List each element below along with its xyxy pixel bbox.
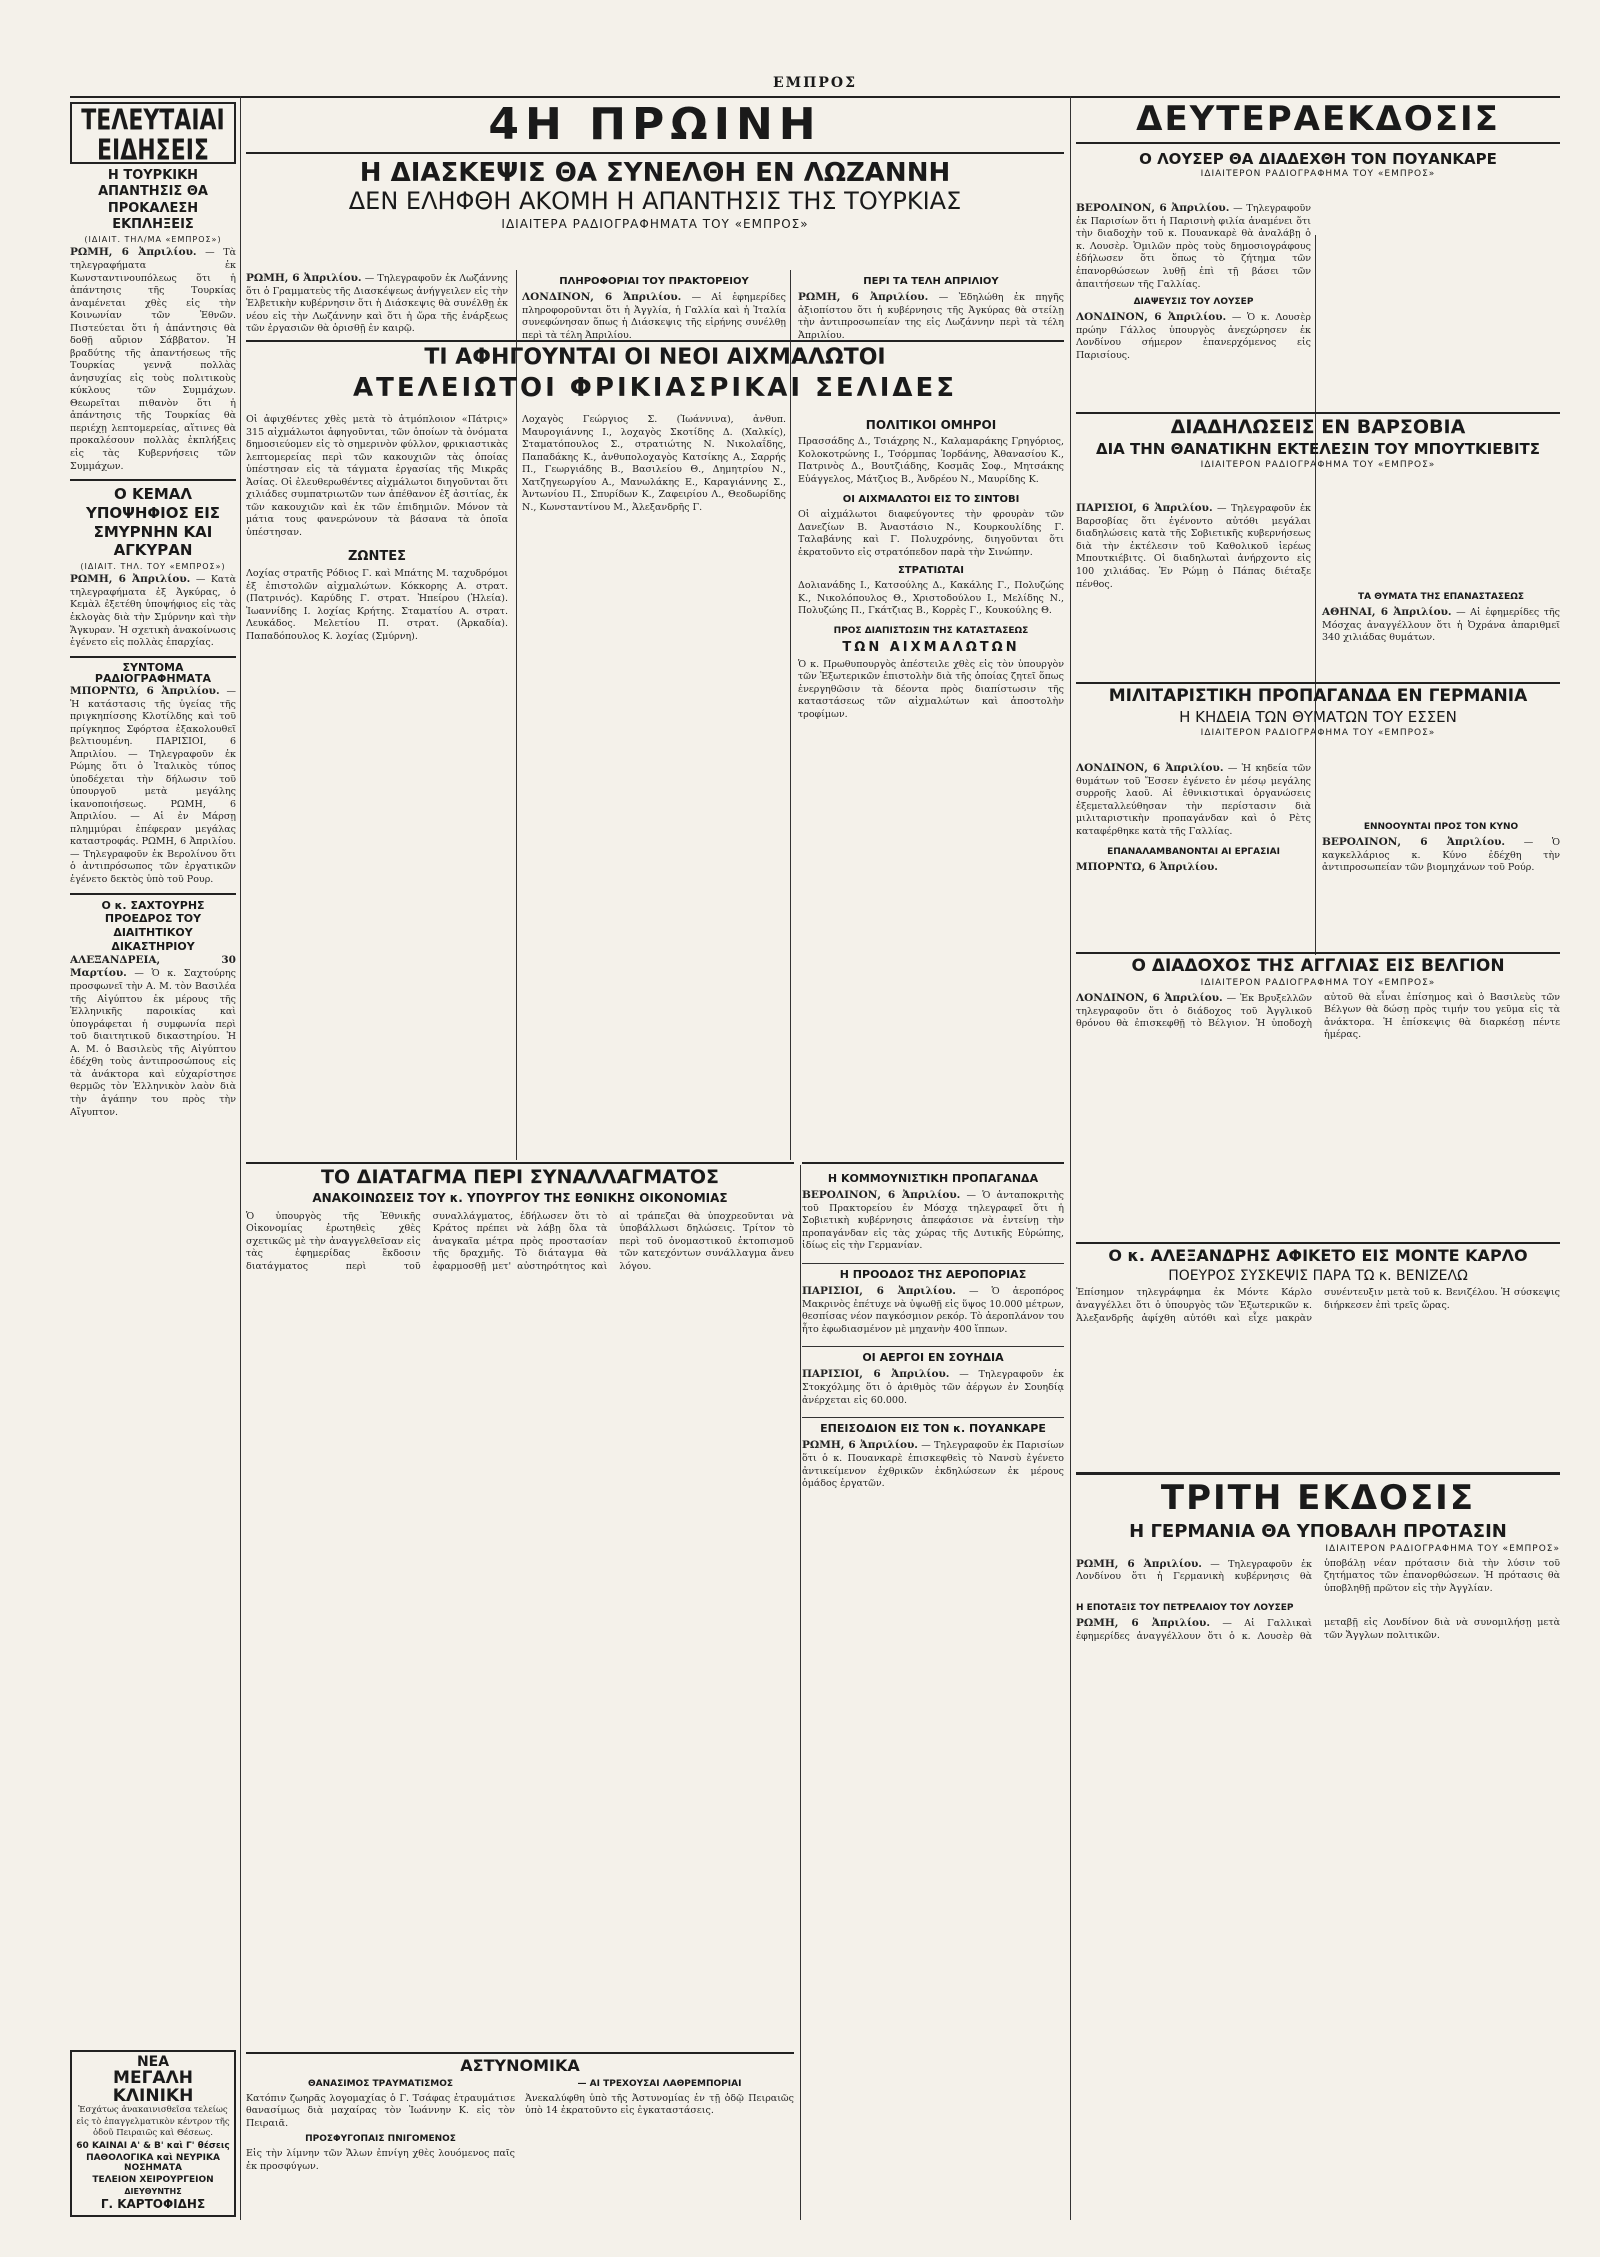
article-text: — Τηλεγραφοῦν ἐκ Λωζάννης ὅτι ὁ Γραμματεὺς τῆς Διασκέψεως ἀνήγγειλεν εἰς τὴν Ἑλβετικὴν κυβέρνησιν ὅτι ἡ Διάσκεψις θὰ συνέλθῃ ἐκ νέου εἰς τὴν Λωζάννην καὶ ὅτι ἡ ὥρα τῆς ἐνάρξεως τῶν ἐργασιῶν θὰ ὁρισθῇ ἐν καιρῷ. [246,273,508,335]
source-line: ΙΔΙΑΙΤΕΡΟΝ ΡΑΔΙΟΓΡΑΦΗΜΑ ΤΟΥ «ΕΜΠΡΟΣ» [1200,727,1436,738]
article-text: Οἱ ἀφιχθέντες χθὲς μετὰ τὸ ἀτμόπλοιον «Πάτρις» 315 αἰχμάλωτοι ἀφηγοῦνται, τῶν ὁποίων τὰ ὀνόματα δημοσιεύομεν εἰς τὸ σημερινὸν φύλλον, φρικιαστικὰς λεπτομερείας περὶ τῶν κακουχιῶν τὰς ὁποίας ὑπέστησαν εἰς τὰ τάγματα ἐργασίας τῆς Μικρᾶς Ἀσίας. Οἱ ἐλευθερωθέντες αἰχμάλωτοι διηγοῦνται ὅτι χιλιάδες συμπατριωτῶν των ἀπέθανον ἐξ ἀσιτίας, ἐκ τῶν κακουχιῶν καὶ ἐκ τῶν ἐπιδημιῶν. Μόνον τὰ μάτια τους φανερώνουν τὰ βάσανα τὰ ὁποῖα ὑπέστησαν. [246,414,508,538]
dateline: ΠΑΡΙΣΙΟΙ, 6 Ἀπριλίου. [802,1284,956,1297]
dateline: ΒΕΡΟΛΙΝΟΝ, 6 Ἀπριλίου. [802,1189,961,1201]
dateline: ΜΠΟΡΝΤΩ, 6 Ἀπριλίου. [1076,860,1218,873]
article-text: — Ἡ κατάστασις τῆς ὑγείας τῆς πριγκηπίσσης Κλοτίλδης καὶ τοῦ πρίγκηπος Σφόρτσα ἐξακολουθεῖ βελτιουμένη. ΠΑΡΙΣΙΟΙ, 6 Ἀπριλίου. — Τηλεγραφοῦν ἐκ Ρώμης ὅτι ὁ Ἰταλικὸς τύπος ὑποδέχεται τὴν δήλωσιν τοῦ ὑπουργοῦ μετὰ μεγάλης ἱκανοποιήσεως. ΡΩΜΗ, 6 Ἀπριλίου. — Αἱ ἐν Μάρσῃ πλημμύραι ἐπέφεραν μεγάλας καταστροφάς. ΡΩΜΗ, 6 Ἀπριλίου. — Τηλεγραφοῦν ἐκ Βερολίνου ὅτι ὁ ἀντιπρόσωπος τῶν ἐργατικῶν ἐγένετο δεκτὸς ὑπὸ τοῦ Ρουρ. [70,685,236,885]
subheadline: ΑΝΑΚΟΙΝΩΣΕΙΣ ΤΟΥ κ. ΥΠΟΥΡΓΟΥ ΤΗΣ ΕΘΝΙΚΗΣ ΟΙΚΟΝΟΜΙΑΣ [312,1190,728,1205]
headline: ΕΠΕΙΣΟΔΙΟΝ ΕΙΣ ΤΟΝ κ. ΠΟΥΑΝΚΑΡΕ [802,1417,1064,1435]
headline: ΖΩΝΤΕΣ [348,549,406,565]
headline: Ο ΚΕΜΑΛ ΥΠΟΨΗΦΙΟΣ ΕΙΣ ΣΜΥΡΝΗΝ ΚΑΙ ΑΓΚΥΡΑΝ [85,485,221,560]
dateline: ΡΩΜΗ, 6 Ἀπριλίου. [798,291,929,303]
source-line: (ΙΔΙΑΙΤ. ΤΗΛ/ΜΑ «ΕΜΠΡΟΣ») [84,235,222,245]
right-column [1076,102,1560,2220]
source-line: ΙΔΙΑΙΤΕΡΑ ΡΑΔΙΟΓΡΑΦΗΜΑΤΑ ΤΟΥ «ΕΜΠΡΟΣ» [501,216,809,231]
headline: ΜΙΛΙΤΑΡΙΣΤΙΚΗ ΠΡΟΠΑΓΑΝΔΑ ΕΝ ΓΕΡΜΑΝΙΑ [1108,686,1528,706]
dateline: ΛΟΝΔΙΝΟΝ, 6 Ἀπριλίου. [1076,311,1227,324]
edition-title: 4Η ΠΡΩΙΝΗ [246,102,1064,154]
subheadline: Η ΚΗΔΕΙΑ ΤΩΝ ΘΥΜΑΤΩΝ ΤΟΥ ΕΣΣΕΝ [1179,707,1457,726]
article-text: Ὁ κ. Πρωθυπουργὸς ἀπέστειλε χθὲς εἰς τὸν ὑπουργὸν τῶν Ἐξωτερικῶν ἐπιστολὴν διὰ τῆς ὁποίας ζητεῖ ὅπως ἐνεργηθῶσιν τὰ δέοντα πρὸς διαπίστωσιν τῆς καταστάσεως τῶν αἰχμαλώτων καὶ ἀποστολὴν τροφίμων. [798,658,1064,720]
source-line: ΙΔΙΑΙΤΕΡΟΝ ΡΑΔΙΟΓΡΑΦΗΜΑ ΤΟΥ «ΕΜΠΡΟΣ» [1325,1543,1560,1554]
article-text: — Τηλεγραφοῦν ἐκ Παρισίων ὅτι ὁ κ. Πουανκαρὲ ἐπισκεφθεὶς τὸ Νανσὺ ἐγένετο ἀντικείμενον ἐχθρικῶν ἐκδηλώσεων ἐκ μέρους ὁμάδος ἐργατῶν. [802,1440,1064,1490]
ad-label: ΝΕΑ [136,2054,170,2070]
dateline: ΛΟΝΔΙΝΟΝ, 6 Ἀπριλίου. [1076,762,1224,774]
article-text: — Ἐκ Βρυξελλῶν τηλεγραφοῦν ὅτι ὁ διάδοχος τοῦ Ἀγγλικοῦ θρόνου θὰ ἐπισκεφθῇ τὸ Βέλγιον. Ἡ ὑποδοχὴ αὐτοῦ θὰ εἶναι ἐπίσημος καὶ ὁ Βασιλεὺς τῶν Βέλγων θὰ δώσῃ πρὸς τιμήν του γεῦμα εἰς τὰ ἀνάκτορα. Ἡ ἐπίσκεψις θὰ διαρκέσῃ πέντε ἡμέρας. [1076,991,1560,1041]
headline: ΕΠΑΝΑΛΑΜΒΑΝΟΝΤΑΙ ΑΙ ΕΡΓΑΣΙΑΙ [1107,846,1280,857]
article-text: — Τηλεγραφοῦν ἐκ Παρισίων ὅτι ἡ Παρισινὴ φιλία ἀναμένει ὅτι τὴν διαδοχὴν τοῦ κ. Πουανκαρὲ θὰ ἀναλάβῃ ὁ κ. Λουσὲρ. Ὁμιλῶν πρὸς τοὺς δημοσιογράφους ἐδήλωσεν ὅτι ὅπως τὸ ζήτημα τῶν ἐπανορθώσεων λυθῇ ἐπὶ τῇ βάσει τῶν ἀπαιτήσεων τῆς Γαλλίας. [1076,203,1311,290]
dateline: ΛΟΝΔΙΝΟΝ, 6 Ἀπριλίου. [522,291,682,303]
main-subheadline: ΔΕΝ ΕΛΗΦΘΗ ΑΚΟΜΗ Η ΑΠΑΝΤΗΣΙΣ ΤΗΣ ΤΟΥΡΚΙΑΣ [348,187,962,216]
ad-surgery: ΤΕΛΕΙΟΝ ΧΕΙΡΟΥΡΓΕΙΟΝ [92,2175,214,2186]
article-text: Ἀνεκαλύφθη ὑπὸ τῆς Ἀστυνομίας ἐν τῇ ὁδῷ Πειραιῶς ὑπὸ 14 ἐκρατοῦντο εἰς ἐγκαταστάσεις. [525,2092,794,2117]
headline: ΣΥΝΤΟΜΑ ΡΑΔΙΟΓΡΑΦΗΜΑΤΑ [94,660,212,686]
headline: ΠΕΡΙ ΤΑ ΤΕΛΗ ΑΠΡΙΛΙΟΥ [863,276,999,287]
article-text: — Τὰ τηλεγραφήματα ἐκ Κωνσταντινουπόλεως ὅτι ἡ ἀπάντησις τῆς Τουρκίας ἀναμένεται χθὲς εἰς τὴν Κοινωνίαν τῶν Ἐθνῶν. Πιστεύεται ὅτι ἡ ἀπάντησις θὰ δοθῇ αὔριον Σάββατον. Ἡ βραδύτης τῆς ἀπαντήσεως τῆς Τουρκίας γεννᾷ πολλὰς ἀνησυχίας εἰς τοὺς πολιτικοὺς κύκλους τῶν Συμμάχων. Θεωρεῖται πιθανὸν ὅτι ἡ ἀπάντησις τῆς Τουρκίας θὰ περιέχῃ λεπτομερείας, αἵτινες θὰ προκαλέσουν πολλὰς ἐκπλήξεις εἰς τὰς Κυβερνήσεις τῶν Συμμάχων. [70,247,236,472]
headline: ΕΝΝΟΟΥΝΤΑΙ ΠΡΟΣ ΤΟΝ ΚΥΝΟ [1363,822,1519,832]
article-text: — Ὁ καγκελλάριος κ. Κύνο ἐδέχθη τὴν ἀντιπροσωπείαν τῶν βιομηχάνων τοῦ Ρούρ. [1322,837,1560,874]
article-text: Εἰς τὴν λίμνην τῶν Ἄλων ἐπνίγη χθὲς λουόμενος παῖς ἐκ προσφύγων. [246,2148,515,2172]
article-text: Δολιανάδης Ι., Κατσούλης Δ., Κακάλης Γ., Πολυζώης Κ., Νικολόπουλος Θ., Χριστοδούλου Ι., Μελίδης Ν., Πολυζώης Π., Γκάτζιας Β., Κορρὲς Γ., Κουκούλης Θ. [798,580,1064,617]
ad-director-label: ΔΙΕΥΘΥΝΤΗΣ [124,2187,182,2197]
masthead-title: ΕΜΠΡΟΣ [772,75,857,91]
headline: Η ΚΟΜΜΟΥΝΙΣΤΙΚΗ ΠΡΟΠΑΓΑΝΔΑ [827,1172,1039,1185]
headline: ΟΙ ΑΕΡΓΟΙ ΕΝ ΣΟΥΗΔΙΑ [802,1346,1064,1364]
headline: ΠΛΗΡΟΦΟΡΙΑΙ ΤΟΥ ΠΡΑΚΤΟΡΕΙΟΥ [559,276,749,287]
dateline: ΠΑΡΙΣΙΟΙ, 6 Ἀπριλίου. [1076,502,1213,514]
article-text: — Ἡ κηδεία τῶν θυμάτων τοῦ Ἔσσεν ἐγένετο ἐν μέσῳ μεγάλης συρροῆς λαοῦ. Αἱ ἐθνικιστικαὶ ὀργανώσεις ἐξεμεταλλεύθησαν τὴν περίστασιν διὰ μιλιταριστικὴν προπαγάνδαν καὶ ὁ Ρὲτς καταφέρθηκε κατὰ τῆς Γαλλίας. [1076,763,1311,837]
ad-address: 60 ΚΑΙΝΑΙ Α' & Β' καὶ Γ' θέσεις [76,2141,230,2152]
section-title: ΔΕΥΤΕΡΑΕΚΔΟΣΙΣ [1076,102,1560,144]
headline: ΟΙ ΑΙΧΜΑΛΩΤΟΙ ΕΙΣ ΤΟ ΣΙΝΤΟΒΙ [842,494,1020,506]
article-text: — Ὁ κ. Λουσὲρ πρώην Γάλλος ὑπουργὸς ἀνεχώρησεν ἐκ Λονδίνου σήμερον ἐπανερχόμενος εἰς Παρισίους. [1076,312,1311,361]
ad-specialty: ΠΑΘΟΛΟΓΙΚΑ καὶ ΝΕΥΡΙΚΑ ΝΟΣΗΜΑΤΑ [86,2153,220,2174]
headline: Η ΠΡΟΟΔΟΣ ΤΗΣ ΑΕΡΟΠΟΡΙΑΣ [802,1263,1064,1281]
article-text: — Ἐδηλώθη ἐκ πηγῆς ἀξιοπίστου ὅτι ἡ κυβέρνησις τῆς Ἀγκύρας θὰ στείλῃ τὴν ἀντιπροσωπείαν της εἰς Λωζάννην περὶ τὰ τέλη Ἀπριλίου. [798,292,1064,341]
dateline: ΒΕΡΟΛΙΝΟΝ, 6 Ἀπριλίου. [1076,202,1230,214]
source-line: ΙΔΙΑΙΤΕΡΟΝ ΡΑΔΙΟΓΡΑΦΗΜΑ ΤΟΥ «ΕΜΠΡΟΣ» [1200,169,1436,180]
dateline: ΡΩΜΗ, 6 Ἀπριλίου. [70,246,197,259]
subheadline: ΘΑΝΑΣΙΜΟΣ ΤΡΑΥΜΑΤΙΣΜΟΣ [307,2078,454,2089]
headline: ΔΙΑΨΕΥΣΙΣ ΤΟΥ ΛΟΥΣΕΡ [1133,297,1254,308]
headline: Ο ΔΙΑΔΟΧΟΣ ΤΗΣ ΑΓΓΛΙΑΣ ΕΙΣ ΒΕΛΓΙΟΝ [1131,956,1505,976]
dateline: ΡΩΜΗ, 6 Ἀπριλίου. [246,272,362,284]
article-text: — Ὁ ἀεροπόρος Μακρινὸς ἐπέτυχε νὰ ὑψωθῇ εἰς ὕψος 10.000 μέτρων, θεσπίσας νέον παγκόσμιον ρεκόρ. Τὸ ἀεροπλάνον του ἦτο ἐφωδιασμένον μὲ μηχανὴν 400 ἵππων. [802,1285,1064,1335]
masthead [70,70,1560,98]
section-title: ΤΕΛΕΥΤΑΙΑΙ ΕΙΔΗΣΕΙΣ [81,104,225,168]
dateline: ΡΩΜΗ, 6 Ἀπριλίου. [1076,1617,1210,1630]
headline: Η ΤΟΥΡΚΙΚΗ ΑΠΑΝΤΗΣΙΣ ΘΑ ΠΡΟΚΑΛΕΣΗ ΕΚΠΛΗΞΕΙΣ [98,168,208,232]
section-title: ΤΡΙΤΗ ΕΚΔΟΣΙΣ [1160,1478,1476,1518]
dateline: ΛΟΝΔΙΝΟΝ, 6 Ἀπριλίου. [1076,991,1223,1004]
headline: Ο κ. ΣΑΧΤΟΥΡΗΣ ΠΡΟΕΔΡΟΣ ΤΟΥ ΔΙΑΙΤΗΤΙΚΟΥ ΔΙΚΑΣΤΗΡΙΟΥ [101,898,205,953]
article-text: — Αἱ ἐφημερίδες πληροφοροῦνται ὅτι ἡ Ἀγγλία, ἡ Γαλλία καὶ ἡ Ἰταλία συνεφώνησαν ὅπως ἡ Διάσκεψις τῆς εἰρήνης συνέλθῃ περὶ τὰ τέλη Ἀπριλίου. [522,292,786,341]
column-rule [1070,96,1071,2220]
source-line: ΙΔΙΑΙΤΕΡΟΝ ΡΑΔΙΟΓΡΑΦΗΜΑ ΤΟΥ «ΕΜΠΡΟΣ» [1200,459,1436,470]
source-line: (ΙΔΙΑΙΤ. ΤΗΛ. ΤΟΥ «ΕΜΠΡΟΣ») [80,562,226,572]
headline: ΑΣΤΥΝΟΜΙΚΑ [460,2056,580,2075]
ad-clinic-name: ΜΕΓΑΛΗ ΚΛΙΝΙΚΗ [112,2067,194,2106]
headline: ΠΟΛΙΤΙΚΟΙ ΟΜΗΡΟΙ [865,418,997,432]
main-headline: Η ΔΙΑΣΚΕΨΙΣ ΘΑ ΣΥΝΕΛΘΗ ΕΝ ΛΩΖΑΝΝΗ [359,158,951,189]
dateline: ΒΕΡΟΛΙΝΟΝ, 6 Ἀπριλίου. [1322,836,1506,848]
headline: Ο ΛΟΥΣΕΡ ΘΑ ΔΙΑΔΕΧΘΗ ΤΟΝ ΠΟΥΑΝΚΑΡΕ [1139,149,1497,168]
headline: ΠΡΟΣ ΔΙΑΠΙΣΤΩΣΙΝ ΤΗΣ ΚΑΤΑΣΤΑΣΕΩΣ [833,625,1029,636]
dateline: ΠΑΡΙΣΙΟΙ, 6 Ἀπριλίου. [802,1368,950,1381]
headline: ΔΙΑΔΗΛΩΣΕΙΣ ΕΝ ΒΑΡΣΟΒΙΑ [1170,416,1466,438]
column-rule [240,96,241,2220]
article-text: — Τηλεγραφοῦν ἐκ Λονδίνου ὅτι ἡ Γερμανικὴ κυβέρνησις θὰ ὑποβάλῃ νέαν πρότασιν διὰ τὴν λύσιν τοῦ ζητήματος τῶν ἐπανορθώσεων. Ἡ πρότασις θὰ ὑποβληθῇ πρῶτον εἰς τὴν Ἀγγλίαν. [1076,1557,1560,1594]
headline: Ο κ. ΑΛΕΞΑΝΔΡΗΣ ΑΦΙΚΕΤΟ ΕΙΣ ΜΟΝΤΕ ΚΑΡΛΟ [1108,1246,1528,1265]
article-text: Λοχίας στρατῆς Ρόδιος Γ. καὶ Μπάτης Μ. ταχυδρόμοι ἐξ ἐπιστολῶν αἰχμαλώτων. Κόκκορης Α. στρατ. (Πατρινός). Καρύδης Γ. στρατ. Ἠπείρου (Ἠλεία). Ἰωαννίδης Ι. λοχίας Κρήτης. Σταματίου Α. στρατ. Λευκάδος. Μελετίου Π. στρατ. (Ἀρκαδία). Παπαδόπουλος Κ. λοχίας (Σμύρνη). [246,568,508,642]
headline: Η ΕΠΟΤΑΞΙΣ ΤΟΥ ΠΕΤΡΕΛΑΙΟΥ ΤΟΥ ΛΟΥΣΕΡ [1076,1603,1294,1614]
article-text: Πρασσάδης Δ., Τσιάχρης Ν., Καλαμαράκης Γρηγόριος, Κολοκοτρώνης Ι., Τσόρμπας Ἰορδάνης, Ἀθανασίου Κ., Πατρινὸς Δ., Βουτζιάδης, Κοσμᾶς Σοφ., Μητσάκης Εὐάγγελος, Μάτζιος Β., Ἀνδρέου Ν., Μαυρίδης Κ. [798,436,1064,485]
subheadline: ΠΡΟΣΦΥΓΟΠΑΙΣ ΠΝΙΓΟΜΕΝΟΣ [305,2134,456,2145]
article-text: Κατόπιν ζωηρᾶς λογομαχίας ὁ Γ. Τσάφας ἐτραυμάτισε θανασίμως διὰ μαχαίρας τὸν Ἰωάννην Κ. εἰς τὸν Πειραιᾶ. [246,2092,515,2129]
ad-director: Γ. ΚΑΡΤΟΦΙΔΗΣ [100,2197,206,2212]
dateline: ΡΩΜΗ, 6 Ἀπριλίου. [1076,1557,1202,1570]
center-column [246,102,1064,2220]
article-text: Ὁ ὑπουργὸς τῆς Ἐθνικῆς Οἰκονομίας ἐρωτηθεὶς χθὲς σχετικῶς μὲ τὴν ἀναγγελθεῖσαν εἰς τὰς ἐφημερίδας ἔκδοσιν διατάγματος περὶ τοῦ συναλλάγματος, ἐδήλωσεν ὅτι τὸ Κράτος πρέπει νὰ λάβῃ ὅλα τὰ ἀναγκαῖα μέτρα πρὸς προστασίαν τῆς δραχμῆς. Τὸ διάταγμα θὰ ἐφαρμοσθῇ μετ' αὐστηρότητος καὶ αἱ τράπεζαι θὰ ὑποχρεοῦνται νὰ ὑποβάλλωσι δηλώσεις. Τρίτον τὸ περὶ τοῦ ὀνομαστικοῦ ἐκτοπισμοῦ τῶν κατεχόντων συνάλλαγμα ἄνευ λόγου. [246,1210,794,1272]
headline: ΤΙ ΑΦΗΓΟΥΝΤΑΙ ΟΙ ΝΕΟΙ ΑΙΧΜΑΛΩΤΟΙ [424,345,886,370]
headline: ΤΑ ΘΥΜΑΤΑ ΤΗΣ ΕΠΑΝΑΣΤΑΣΕΩΣ [1357,592,1524,602]
left-column [70,102,236,2220]
dateline: ΑΘΗΝΑΙ, 6 Ἀπριλίου. [1322,606,1452,618]
article-text: — Αἱ ἐφημερίδες τῆς Μόσχας ἀναγγέλλουν ὅτι ἡ Ὀχράνα ἀπαριθμεῖ 340 χιλιάδας θυμάτων. [1322,607,1560,644]
source-line: ΙΔΙΑΙΤΕΡΟΝ ΡΑΔΙΟΓΡΑΦΗΜΑ ΤΟΥ «ΕΜΠΡΟΣ» [1200,977,1436,988]
headline: Η ΓΕΡΜΑΝΙΑ ΘΑ ΥΠΟΒΑΛΗ ΠΡΟΤΑΣΙΝ [1129,1520,1507,1542]
headline: ΣΤΡΑΤΙΩΤΑΙ [897,565,965,577]
subheadline: ΠΟΕΥΡΟΣ ΣΥΣΚΕΨΙΣ ΠΑΡΑ ΤΩ κ. ΒΕΝΙΖΕΛΩ [1168,1267,1468,1284]
article-text: — Τηλεγραφοῦν ἐκ Στοκχόλμης ὅτι ὁ ἀριθμὸς τῶν ἀέργων ἐν Σουηδίᾳ ἀνέρχεται εἰς 60.000. [802,1369,1064,1406]
names-list: Λοχαγὸς Γεώργιος Σ. (Ἰωάννινα), ἀνθυπ. Μαυρογιάννης Ι., λοχαγὸς Σκοτίδης Δ. (Χαλκίς), Σταματόπουλος Σ., στρατιώτης Ν. Νικολαΐδης, Παπαδάκης Κ., ἀνθυπολοχαγὸς Κατσίκης Α., Σαρρής Π., Γεωργιάδης Β., Βασιλείου Θ., Δημητρίου Ν., Χατζηγεωργίου Α., Μανωλάκης Ε., Καραγιάννης Σ., Ἀντωνίου Π., Σπυρίδων Κ., Ζαφειρίου Λ., Θεοδωρίδης Ν., Κωνσταντίνου Μ., Ἀλεξανδρῆς Γ. [522,414,786,513]
clinic-advertisement [70,2050,236,2217]
dateline: ΡΩΜΗ, 6 Ἀπριλίου. [802,1439,918,1452]
article-text: — Ὁ ἀνταποκριτὴς τοῦ Πρακτορείου ἐν Μόσχᾳ τηλεγραφεῖ ὅτι ἡ Σοβιετικὴ κυβέρνησις ἀπεφάσισε νὰ ἐντείνῃ τὴν προπαγάνδαν εἰς τὰς χώρας τῆς Δυτικῆς Εὐρώπης, ἰδίως εἰς τὴν Γερμανίαν. [802,1190,1064,1252]
subheadline: ΔΙΑ ΤΗΝ ΘΑΝΑΤΙΚΗΝ ΕΚΤΕΛΕΣΙΝ ΤΟΥ ΜΠΟΥΤΚΙΕΒΙΤΣ [1095,439,1541,458]
subheadline: ΤΩΝ ΑΙΧΜΑΛΩΤΩΝ [842,639,1020,655]
dateline: ΡΩΜΗ, 6 Ἀπριλίου. [70,573,191,586]
article-text: — Ὁ κ. Σαχτούρης προσφωνεῖ τὴν Α. Μ. τὸν Βασιλέα τῆς Αἰγύπτου ἐκ μέρους τῆς Ἑλληνικῆς παροικίας καὶ ὑπογράφεται ἡ συμφωνία περὶ τοῦ διαιτητικοῦ δικαστηρίου. Ἡ Α. Μ. ὁ Βασιλεὺς τῆς Αἰγύπτου ἐδέχθη τοὺς ἀντιπροσώπους εἰς τὰ ἀνάκτορα καὶ εὐχαρίστησε θερμῶς τὸν Ἑλληνικὸν λαὸν διὰ τὴν ἀγάπην του πρὸς τὴν Αἴγυπτον. [70,968,236,1118]
article-text: — Αἱ Γαλλικαὶ ἐφημερίδες ἀναγγέλλουν ὅτι ὁ κ. Λουσὲρ θὰ μεταβῇ εἰς Λονδίνον διὰ νὰ συνομιλήσῃ μετὰ τῶν Ἄγγλων πολιτικῶν. [1076,1617,1560,1643]
dateline: ΑΛΕΞΑΝΔΡΕΙΑ, 30 Μαρτίου. [70,953,236,980]
ad-text: Ἐσχάτως ἀνακαινισθεῖσα τελείως εἰς τὸ ἐπαγγελματικὸν κέντρον τῆς ὁδοῦ Πειραιῶς καὶ Θέσεως. [76,2105,230,2138]
article-text: Οἱ αἰχμάλωτοι διαφεύγοντες τὴν φρουρὰν τῶν Δανεζίων Β. Ἀναστάσιο Ν., Κουρκουλίδης Γ. Ταλαβάνης καὶ Γ. Πολυχρόνης, διηγοῦνται ὅτι ἐκρατοῦντο εἰς στρατόπεδον παρὰ τὴν Σινώπην. [798,509,1064,558]
article-text: — Τηλεγραφοῦν ἐκ Βαρσοβίας ὅτι ἐγένοντο αὐτόθι μεγάλαι διαδηλώσεις κατὰ τῆς Σοβιετικῆς κυβερνήσεως διὰ τὴν ἐκτέλεσιν τοῦ Καθολικοῦ ἱερέως Μπουτκιέβιτς. Οἱ διαδηλωταὶ ἀνήρχοντο εἰς 100 χιλιάδας. Ἐν Ρώμῃ ὁ Πάπας διέταξε πένθος. [1076,503,1311,590]
section-latest-news [70,102,236,168]
subheadline: ΑΤΕΛΕΙΩΤΟΙ ΦΡΙΚΙΑΣΡΙΚΑΙ ΣΕΛΙΔΕΣ [352,373,958,404]
article-text: — Κατὰ τηλεγραφήματα ἐξ Ἀγκύρας, ὁ Κεμὰλ ἐξετέθη ὑποψήφιος εἰς τὰς ἐκλογὰς διὰ τὴν Σμύρνην καὶ τὴν Ἄγκυραν. Ἡ σχετικὴ ἀνακοίνωσις ἐγένετο εἰς πολλὰς ἐπαρχίας. [70,574,236,649]
headline: ΤΟ ΔΙΑΤΑΓΜΑ ΠΕΡΙ ΣΥΝΑΛΛΑΓΜΑΤΟΣ [321,1166,719,1188]
subheadline: — ΑΙ ΤΡΕΧΟΥΣΑΙ ΛΑΘΡΕΜΠΟΡΙΑΙ [577,2078,742,2089]
dateline: ΜΠΟΡΝΤΩ, 6 Ἀπριλίου. [70,684,220,697]
article-text: Ἐπίσημον τηλεγράφημα ἐκ Μόντε Κάρλο ἀναγγέλλει ὅτι ὁ ὑπουργὸς τῶν Ἐξωτερικῶν κ. Ἀλεξανδρῆς ἀφίχθη αὐτόθι καὶ εἶχε μακρὰν συνέντευξιν μετὰ τοῦ κ. Βενιζέλου. Ἡ σύσκεψις διήρκεσεν ἐπὶ τρεῖς ὥρας. [1076,1287,1560,1324]
